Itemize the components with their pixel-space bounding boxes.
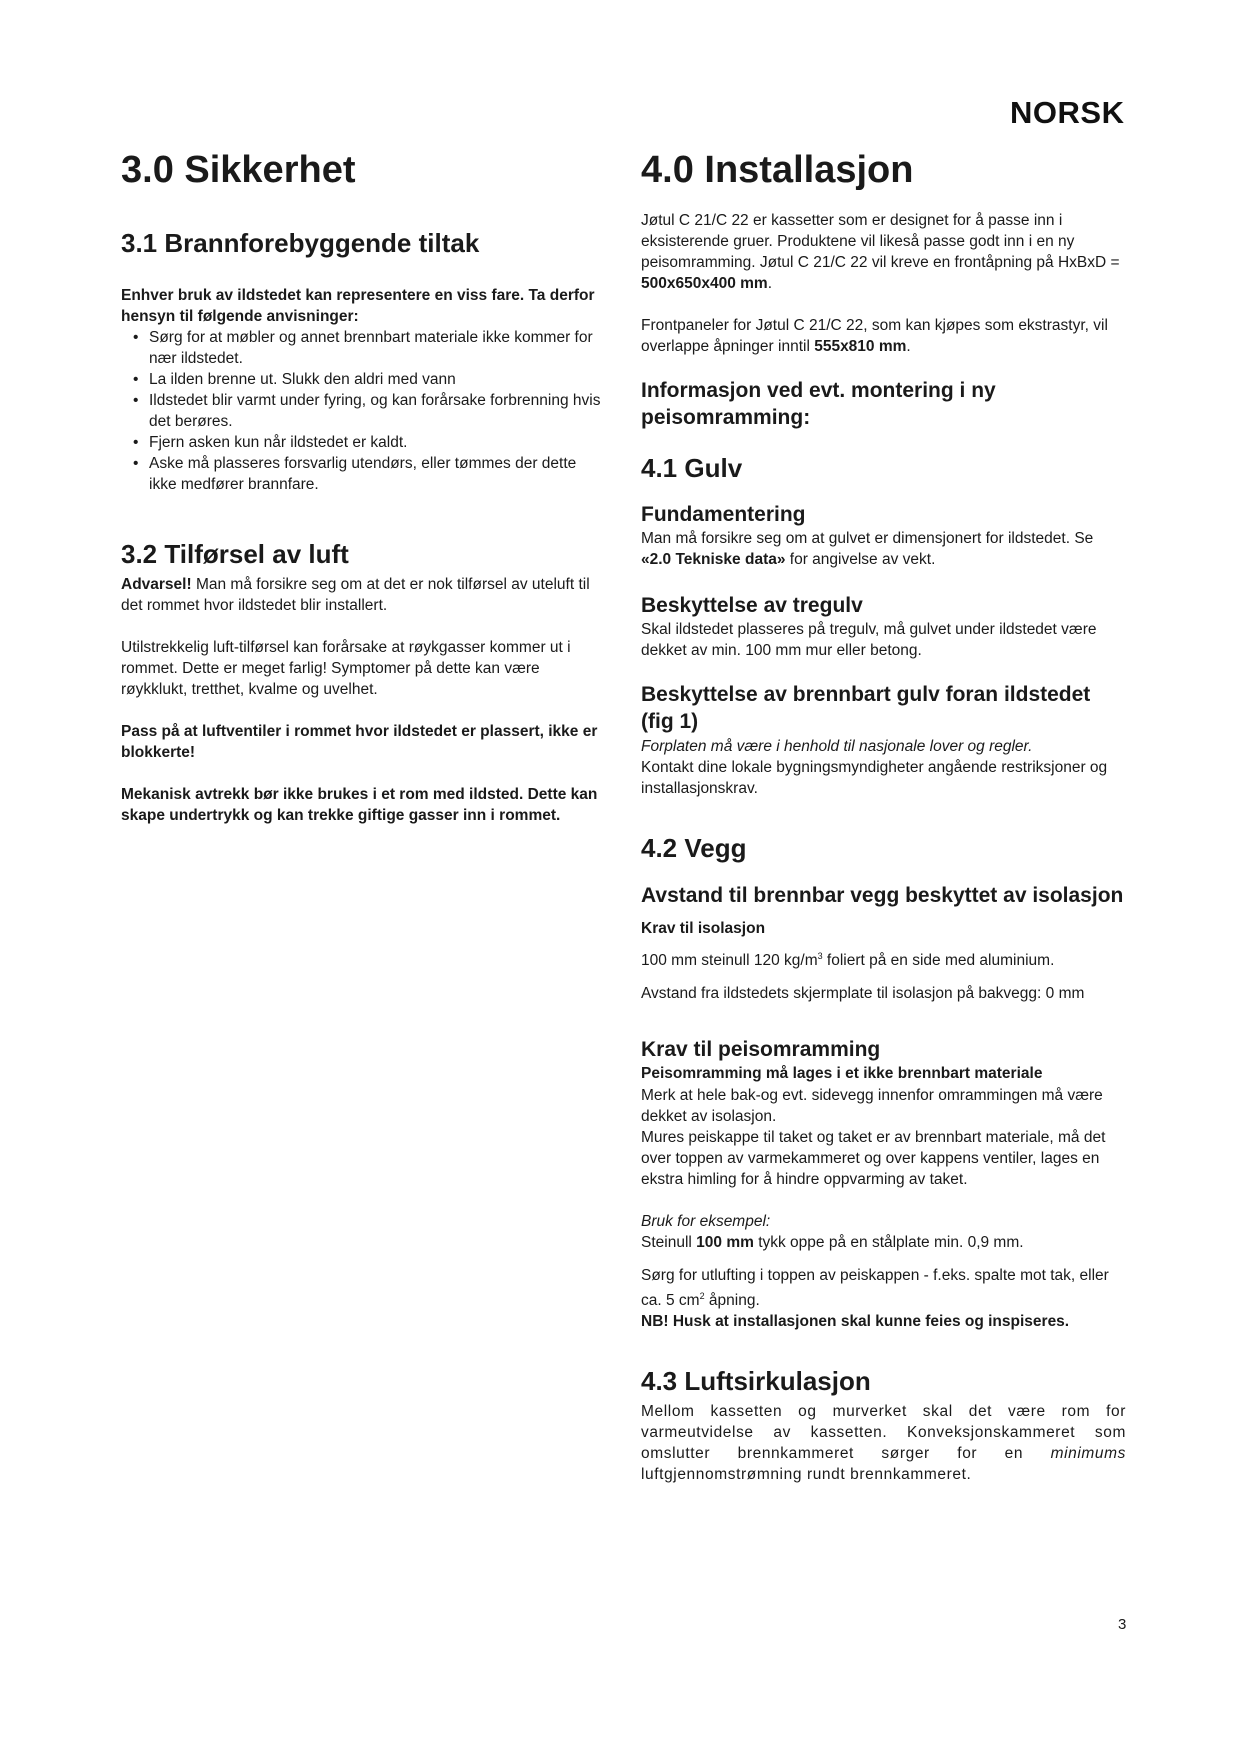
section-title-installation: 4.0 Installasjon <box>641 149 914 191</box>
list-item: • Ildstedet blir varmt under fyring, og kan forårsake forbrenning hvis det berøres. <box>133 391 601 430</box>
heading-mounting-info: Informasjon ved evt. montering i ny peisomramming: <box>641 378 996 430</box>
air-warning: Advarsel! Man må forsikre seg om at det er nok tilførsel av uteluft til det rommet hvor ildstedet blir installert. <box>121 576 590 615</box>
right-column <box>641 150 1126 1485</box>
surround-text-1: Merk at hele bak-og evt. sidevegg innenfor omrammingen må være dekket av isolasjon. <box>641 1086 1103 1125</box>
list-item: • Aske må plasseres forsvarlig utendørs, eller tømmes der dette ikke medfører brannfare. <box>133 454 577 493</box>
mechanical-exhaust-warning: Mekanisk avtrekk bør ikke brukes i et rom med ildsted. Dette kan skape undertrykk og kan trekke giftige gasser inn i rommet. <box>121 786 598 825</box>
list-item: • Fjern asken kun når ildstedet er kaldt. <box>133 433 408 451</box>
list-item: • La ilden brenne ut. Slukk den aldri med vann <box>133 370 456 388</box>
heading-air-supply: 3.2 Tilførsel av luft <box>121 538 349 569</box>
heading-insulation-req: Krav til isolasjon <box>641 920 766 938</box>
heading-air-circulation: 4.3 Luftsirkulasjon <box>641 1365 871 1396</box>
example-text: Steinull 100 mm tykk oppe på en stålplate min. 0,9 mm. <box>641 1233 1024 1251</box>
front-panels-text: Frontpaneler for Jøtul C 21/C 22, som kan kjøpes som ekstrastyr, vil overlappe åpninger inntil 555x810 mm. <box>641 316 1108 355</box>
heading-wall: 4.2 Vegg <box>641 832 747 863</box>
wall-distance-text: Avstand fra ildstedets skjermplate til isolasjon på bakvegg: 0 mm <box>641 985 1085 1003</box>
list-item: • Sørg for at møbler og annet brennbart materiale ikke kommer for nær ildstedet. <box>133 328 593 367</box>
heading-surround-req: Krav til peisomramming <box>641 1038 881 1062</box>
example-label: Bruk for eksempel: <box>641 1212 771 1230</box>
heading-fire-prevention: 3.1 Brannforebyggende tiltak <box>121 227 480 258</box>
air-circulation-text: Mellom kassetten og murverket skal det være rom for varmeutvidelse av kassetten. Konveksjonskammeret som omslutter brennkammeret sørger for en minimums luftgjennomstrømning rundt brennkammeret. <box>641 1402 1126 1483</box>
insulation-spec: 100 mm steinull 120 $kg/m^3$ foliert på en side med aluminium. <box>641 951 1055 970</box>
heading-foundation: Fundamentering <box>641 502 806 526</box>
combustible-floor-note: Forplaten må være i henhold til nasjonale lover og regler. <box>641 737 1033 755</box>
installation-intro: Jøtul C 21/C 22 er kassetter som er designet for å passe inn i eksisterende gruer. Produktene vil likeså passe godt inn i en ny peisomramming. Jøtul C 21/C 22 vil kreve en frontåpning på HxBxD = 500x650x400 mm. <box>641 211 1120 292</box>
section-title-safety: 3.0 Sikkerhet <box>121 149 356 191</box>
heading-wall-distance: Avstand til brennbar vegg beskyttet av isolasjon <box>641 883 1124 907</box>
surround-text-2: Mures peiskappe til taket og taket er av brennbart materiale, må det over toppen av varmekammeret og over kappens ventiler, lages en ekstra himling for å hindre oppvarming av taket. <box>641 1128 1106 1188</box>
combustible-floor-text: Kontakt dine lokale bygningsmyndigheter angående restriksjoner og installasjonskrav. <box>641 758 1108 797</box>
foundation-text: Man må forsikre seg om at gulvet er dimensjonert for ildstedet. Se «2.0 Tekniske data» for angivelse av vekt. <box>641 529 1094 568</box>
wood-floor-text: Skal ildstedet plasseres på tregulv, må gulvet under ildstedet være dekket av min. 100 mm mur eller betong. <box>641 621 1097 660</box>
heading-floor: 4.1 Gulv <box>641 453 743 484</box>
page-number: 3 <box>1118 1616 1127 1633</box>
language-label: NORSK <box>1010 95 1125 130</box>
fire-prevention-intro: Enhver bruk av ildstedet kan representere en viss fare. Ta derfor hensyn til følgende anvisninger: <box>121 286 595 325</box>
ventilation-text: Sørg for utlufting i toppen av peiskappen - f.eks. spalte mot tak, eller ca. 5 $cm^2$ åpning. <box>641 1266 1109 1309</box>
left-column <box>121 150 606 826</box>
heading-combustible-floor: Beskyttelse av brennbart gulv foran ildstedet (fig 1) <box>641 683 1091 734</box>
fire-prevention-list <box>121 327 606 495</box>
inspection-note: NB! Husk at installasjonen skal kunne feies og inspiseres. <box>641 1312 1070 1330</box>
surround-material-req: Peisomramming må lages i et ikke brennbart materiale <box>641 1064 1043 1082</box>
heading-wood-floor: Beskyttelse av tregulv <box>641 593 863 617</box>
air-insufficient-text: Utilstrekkelig luft-tilførsel kan forårsake at røykgasser kommer ut i rommet. Dette er meget farlig! Symptomer på dette kan være røykklukt, tretthet, kvalme og uvelhet. <box>121 639 571 699</box>
air-vents-warning: Pass på at luftventiler i rommet hvor ildstedet er plassert, ikke er blokkerte! <box>121 723 598 762</box>
